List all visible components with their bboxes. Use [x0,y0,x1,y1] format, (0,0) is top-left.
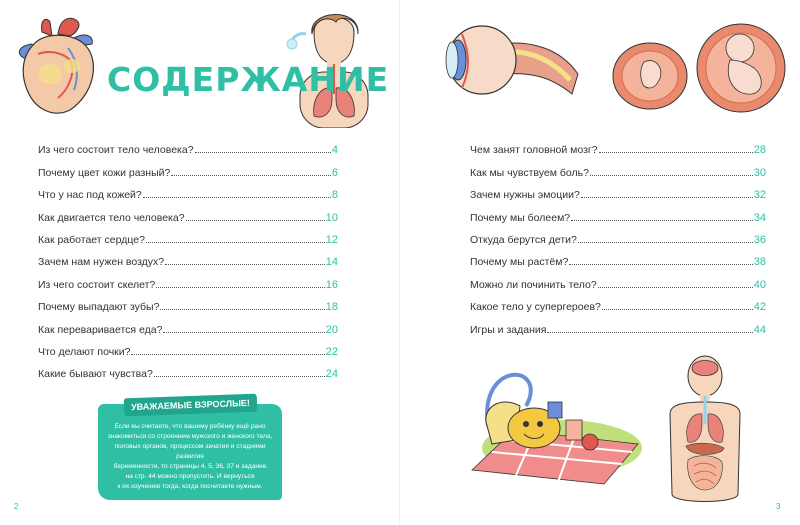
toc-entry-page: 14 [325,256,338,269]
toc-entry-title: Как двигается тело человека? [38,211,185,224]
toc-entry-page: 38 [753,256,766,269]
toc-entry-page: 8 [331,189,338,202]
notice-line: знакомиться со строением мужского и женского тела, [107,433,273,440]
toc-entry-title: Почему мы растём? [470,256,569,269]
toc-leader-dots [165,264,325,265]
toc-entry[interactable] [470,201,766,223]
toc-leader-dots [599,152,753,153]
toc-entry-page: 20 [325,323,338,336]
toc-leader-dots [581,197,753,198]
toc-entry[interactable] [38,224,338,246]
toc-entry-title: Что делают почки? [38,345,131,358]
toc-entry-page: 18 [325,301,338,314]
toc-entry-title: Зачем нам нужен воздух? [38,256,165,269]
toc-entry-page: 16 [325,278,338,291]
page-number-left: 2 [14,502,19,511]
toc-leader-dots [156,287,325,288]
toc-leader-dots [578,242,753,243]
toc-leader-dots [598,287,753,288]
toc-entry[interactable] [38,313,338,335]
toc-entry[interactable] [38,358,338,380]
toc-entry[interactable] [38,336,338,358]
toc-entry-title: Как мы чувствуем боль? [470,166,589,179]
toc-entry-title: Как работает сердце? [38,233,145,246]
toc-entry-page: 10 [325,211,338,224]
toc-entry-title: Из чего состоит тело человека? [38,144,194,157]
toc-leader-dots [547,332,752,333]
toc-leader-dots [154,376,325,377]
notice-box [98,397,282,500]
toc-entry-title: Из чего состоит скелет? [38,278,156,291]
notice-line: к их изучению тогда, когда посчитаете нужным. [117,483,263,490]
book-gutter [399,0,401,525]
page-number-right: 3 [776,502,781,511]
toc-entry[interactable] [470,179,766,201]
notice-line: половых органов, процессом зачатия и стадиями развития [114,443,266,460]
toc-entry[interactable] [470,268,766,290]
notice-text [106,422,274,492]
toc-entry-title: Можно ли починить тело? [470,278,597,291]
toc-entry[interactable] [38,134,338,156]
toc-list-left [38,134,338,380]
toc-entry-page: 12 [325,233,338,246]
notice-line: на стр. 44 можно пропустить. И вернуться [125,473,255,480]
toc-entry[interactable] [38,268,338,290]
toc-entry-title: Чем занят головной мозг? [470,144,598,157]
toc-leader-dots [163,332,324,333]
body-organs-illustration [664,354,746,506]
toc-entry[interactable] [470,224,766,246]
picnic-food-illustration [462,366,642,486]
toc-entry-page: 4 [331,144,338,157]
toc-entry-page: 32 [753,189,766,202]
toc-entry[interactable] [38,179,338,201]
notice-line: беременности, то страницы 4, 5, 36, 37 и задание [113,463,267,470]
toc-entry-title: Почему выпадают зубы? [38,301,160,314]
notice-line: Если вы считаете, что вашему ребёнку ещё рано [114,423,266,430]
toc-leader-dots [195,152,331,153]
toc-list-right [470,134,766,336]
toc-entry[interactable] [38,156,338,178]
toc-entry[interactable] [470,313,766,335]
toc-entry-page: 40 [753,278,766,291]
toc-entry-title: Какое тело у супергероев? [470,301,601,314]
toc-entry-title: Как переваривается еда? [38,323,163,336]
toc-entry-page: 28 [753,144,766,157]
toc-entry-title: Какие бывают чувства? [38,368,153,381]
fetus-illustration [694,18,788,114]
toc-entry-title: Игры и задания [470,323,547,336]
toc-leader-dots [590,175,753,176]
toc-leader-dots [569,264,752,265]
toc-entry-page: 22 [325,345,338,358]
toc-entry-title: Что у нас под кожей? [38,189,142,202]
toc-leader-dots [571,220,753,221]
toc-leader-dots [143,197,331,198]
toc-entry[interactable] [470,246,766,268]
toc-entry-page: 42 [753,301,766,314]
heart-illustration [14,14,106,118]
toc-entry-title: Зачем нужны эмоции? [470,189,580,202]
toc-entry-title: Почему цвет кожи разный? [38,166,171,179]
toc-entry-title: Откуда берутся дети? [470,233,577,246]
toc-entry[interactable] [38,201,338,223]
toc-entry[interactable] [470,156,766,178]
toc-entry-page: 44 [753,323,766,336]
toc-entry[interactable] [38,246,338,268]
toc-entry[interactable] [470,291,766,313]
toc-leader-dots [131,354,324,355]
notice-heading: УВАЖАЕМЫЕ ВЗРОСЛЫЕ! [124,394,258,417]
toc-leader-dots [146,242,325,243]
toc-entry-title: Почему мы болеем? [470,211,571,224]
toc-entry-page: 30 [753,166,766,179]
page-title: СОДЕРЖАНИЕ [107,60,390,99]
toc-leader-dots [171,175,331,176]
toc-entry-page: 6 [331,166,338,179]
toc-entry-page: 24 [325,368,338,381]
toc-entry[interactable] [38,291,338,313]
toc-leader-dots [160,309,324,310]
toc-leader-dots [602,309,753,310]
toc-entry-page: 34 [753,211,766,224]
toc-entry[interactable] [470,134,766,156]
embryo-illustration [610,40,690,112]
toc-leader-dots [186,220,325,221]
toc-entry-page: 36 [753,233,766,246]
eye-illustration [440,14,580,106]
